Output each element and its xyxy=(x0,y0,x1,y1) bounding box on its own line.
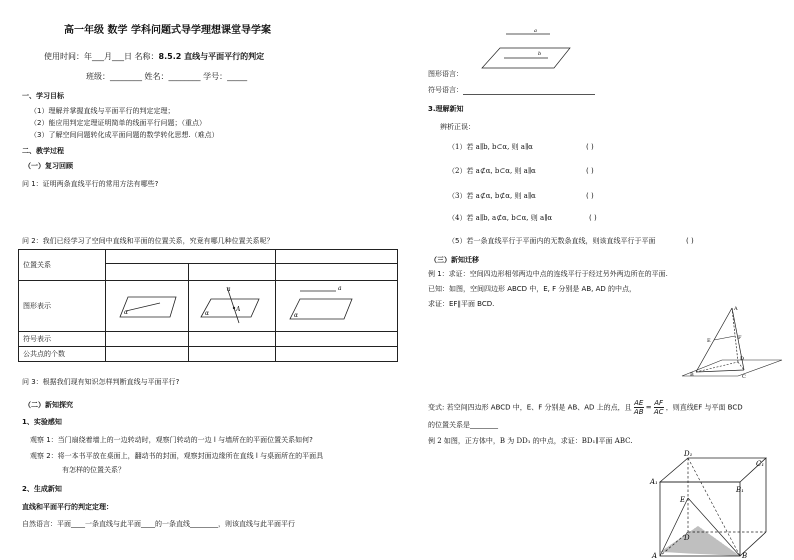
svg-text:E: E xyxy=(680,496,686,504)
row-label-common-points: 公共点的个数 xyxy=(19,347,106,362)
svg-text:a: a xyxy=(227,286,231,293)
example-2: 例 2 如图，正方体中，B 为 DD₁ 的中点，求证：BD₁∥平面 ABC. xyxy=(428,437,633,445)
objective-1: （1）理解并掌握直线与平面平行的判定定理； xyxy=(30,107,175,115)
parallel-planes-figure xyxy=(476,24,576,76)
line-intersect-plane-figure xyxy=(193,285,265,325)
fraction-af-ac: $\frac{AF}{AC}$ xyxy=(653,399,664,416)
svg-text:B: B xyxy=(742,552,748,560)
row-label-relation: 位置关系 xyxy=(19,250,106,281)
judge-paren-3: ( ) xyxy=(586,192,594,200)
line-parallel-plane-figure xyxy=(280,285,360,325)
judge-item-3: （3）若 a⊄α, b⊄α, 则 a∥α xyxy=(448,192,536,200)
judge-paren-1: ( ) xyxy=(586,143,594,151)
page-title: 高一年级 数学 学科问题式导学理想课堂导学案 xyxy=(64,25,271,36)
svg-text:A: A xyxy=(734,306,738,312)
svg-text:D₁: D₁ xyxy=(684,450,693,458)
svg-text:a: a xyxy=(338,285,342,292)
judge-item-5: （5）若一条直线平行于平面内的无数条直线，则该直线平行于平面 xyxy=(448,237,656,245)
symbol-answer-line xyxy=(463,94,595,95)
judge-paren-4: ( ) xyxy=(589,214,597,222)
variant-question: 变式: 若空间四边形 ABCD 中，E、F 分别是 AB、AD 上的点，且 $\frac{AE}{AB}$ = $\frac{AF}{AC}$ ，则直线EF 与平面 BCD xyxy=(428,399,743,416)
explore-heading: （二）新知探究 xyxy=(24,401,73,409)
svg-text:C: C xyxy=(742,374,746,380)
experiment-heading: 1、实验感知 xyxy=(22,418,62,426)
fraction-ae-ab: $\frac{AE}{AB}$ xyxy=(633,399,644,416)
row-label-symbol: 符号表示 xyxy=(19,332,106,347)
svg-text:D: D xyxy=(740,356,745,362)
observation-1: 观察 1：当门扇绕着墙上的一边转动时，观察门转动的一边 l 与墙所在的平面位置关系如何? xyxy=(30,436,313,444)
judge-item-4: （4）若 a∥b, a⊄α, b⊂α, 则 a∥α xyxy=(448,214,553,222)
usage-date: 使用时间：年___月___日 名称： xyxy=(44,52,159,61)
svg-text:A₁: A₁ xyxy=(650,478,658,486)
svg-text:α: α xyxy=(205,310,210,317)
review-heading: （一）复习回顾 xyxy=(24,162,73,170)
judge-item-2: （2）若 a⊄α, b⊂α, 则 a∥α xyxy=(448,167,536,175)
question-3: 问 3：根据我们现有知识怎样判断直线与平面平行? xyxy=(22,378,180,386)
svg-text:E: E xyxy=(707,338,711,344)
svg-text:A: A xyxy=(236,306,241,313)
svg-text:B₁: B₁ xyxy=(736,486,744,494)
objective-3: （3）了解空间问题转化成平面问题的数学转化思想.（难点） xyxy=(30,131,219,139)
observation-2: 观察 2：将一本书平放在桌面上，翻动书的封面，观察封面边缘所在直线 l 与桌面所在的平面具 xyxy=(30,452,324,460)
judge-heading: 辨析正误： xyxy=(440,123,475,131)
judge-paren-2: ( ) xyxy=(586,167,594,175)
variant-question-line-2: 的位置关系是________ xyxy=(428,421,498,429)
position-relation-table xyxy=(18,249,398,362)
class-line: 班级：________ 姓名：________ 学号：_____ xyxy=(86,72,248,81)
svg-text:F: F xyxy=(738,335,742,341)
line-in-plane-figure xyxy=(110,285,180,325)
example-1-prove: 求证：EF∥平面 BCD. xyxy=(428,300,495,308)
row-label-figure: 图形表示 xyxy=(19,281,106,332)
question-2: 问 2：我们已经学习了空间中直线和平面的位置关系，究竟有哪几种位置关系呢？ xyxy=(22,237,274,245)
symbol-language-label: 符号语言： xyxy=(428,86,463,94)
question-1: 问 1：证明两条直线平行的常用方法有哪些? xyxy=(22,180,159,188)
understand-heading: 3.理解新知 xyxy=(428,105,464,113)
meta-line xyxy=(44,52,264,62)
tetrahedron-figure xyxy=(678,304,788,384)
cube-figure xyxy=(644,448,774,560)
example-1: 例 1：求证：空间四边形相邻两边中点的连线平行于经过另外两边所在的平面. xyxy=(428,270,668,278)
transfer-heading: （三）新知迁移 xyxy=(430,256,479,264)
svg-text:b: b xyxy=(538,51,542,57)
objective-2: （2）能应用判定定理证明简单的线面平行问题；（重点） xyxy=(30,119,206,127)
example-1-known: 已知：如图，空间四边形 ABCD 中，E, F 分别是 AB, AD 的中点， xyxy=(428,285,636,293)
objectives-heading: 一、学习目标 xyxy=(22,92,64,100)
figure-language-label: 图形语言： xyxy=(428,70,463,78)
svg-text:α: α xyxy=(124,309,129,316)
judge-paren-5: ( ) xyxy=(686,237,694,245)
natural-language-line: 自然语言：平面____一条直线与此平面____的一条直线________，则该直线与此平面平行 xyxy=(22,520,295,528)
svg-text:D: D xyxy=(684,534,690,542)
variant-text-post: ，则直线EF 与平面 BCD xyxy=(665,403,743,412)
svg-text:A: A xyxy=(652,552,658,560)
svg-text:α: α xyxy=(294,312,299,319)
observation-2-cont: 有怎样的位置关系？ xyxy=(62,466,125,474)
svg-text:a: a xyxy=(534,28,537,34)
lesson-name: 8.5.2 直线与平面平行的判定 xyxy=(158,52,265,61)
process-heading: 二、教学过程 xyxy=(22,147,64,155)
svg-text:C₁: C₁ xyxy=(756,460,765,468)
svg-text:B: B xyxy=(690,372,694,378)
generate-heading: 2、生成新知 xyxy=(22,485,62,493)
variant-text-pre: 变式: 若空间四边形 ABCD 中，E、F 分别是 AB、AD 上的点，且 xyxy=(428,403,632,412)
judge-item-1: （1）若 a∥b, b⊂α, 则 a∥α xyxy=(448,143,533,151)
theorem-heading: 直线和平面平行的判定定理： xyxy=(22,503,113,511)
